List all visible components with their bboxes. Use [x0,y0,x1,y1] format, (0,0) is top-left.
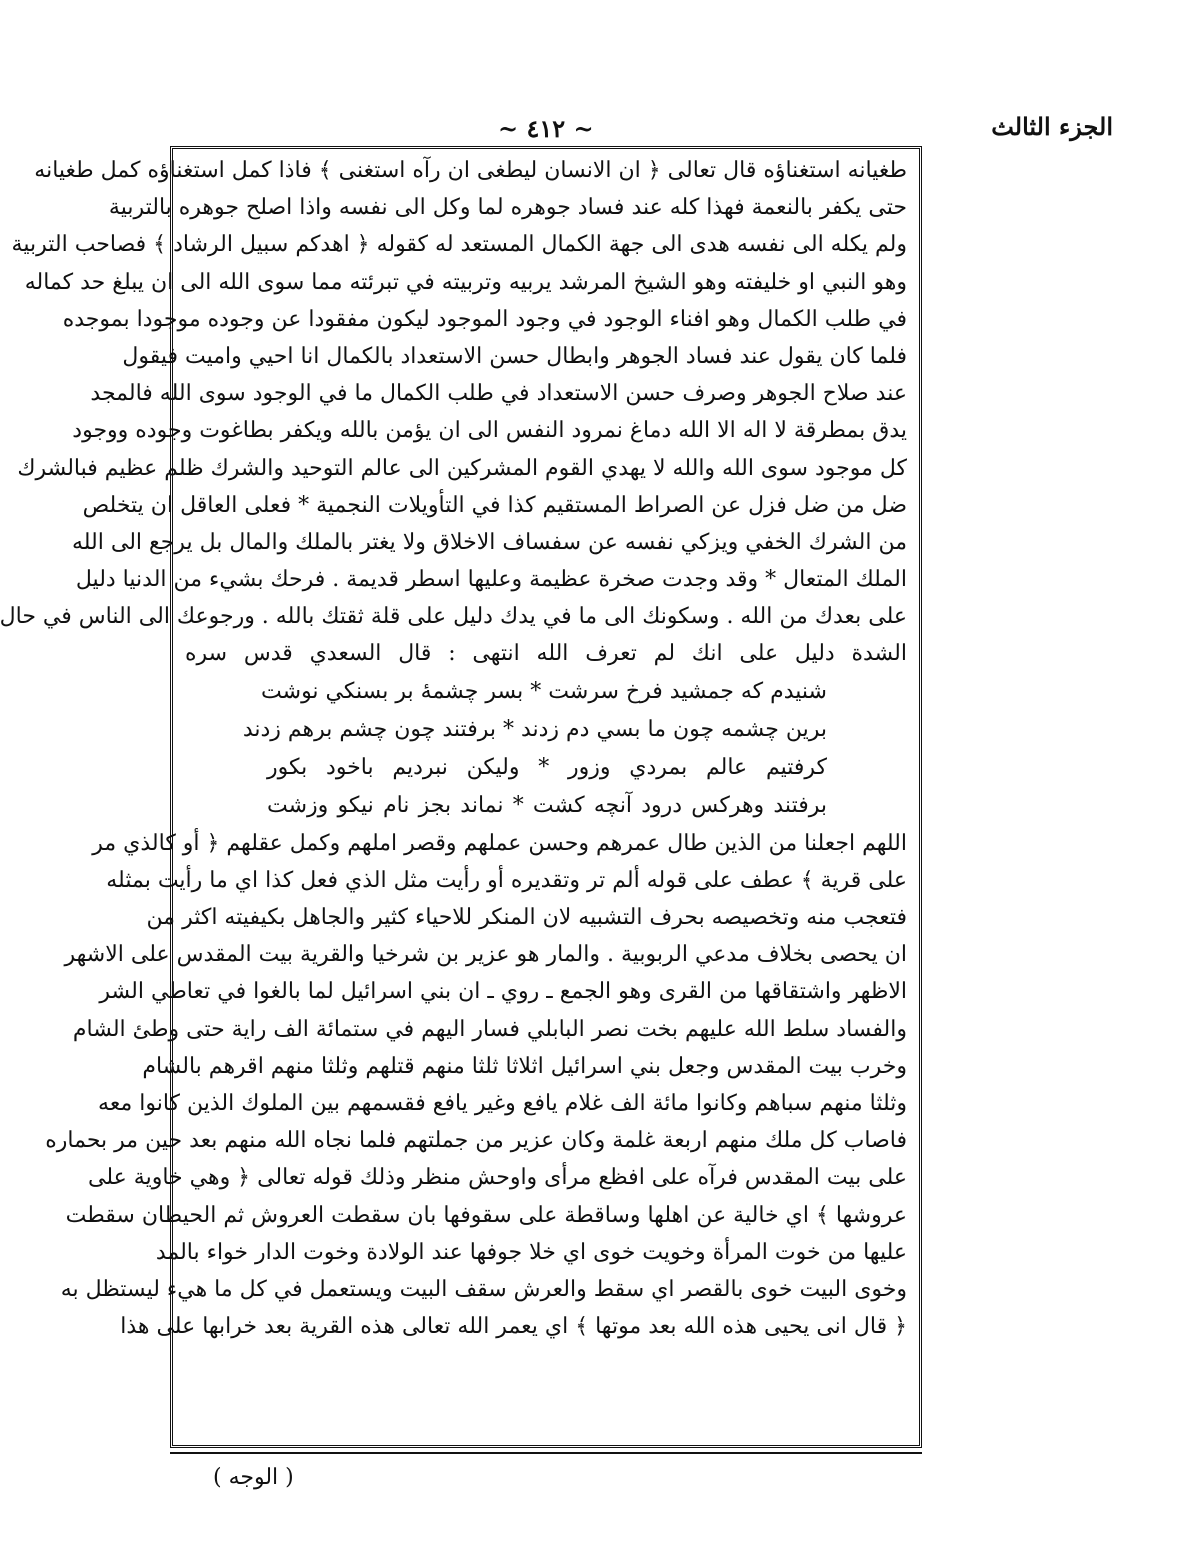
text-line: عند صلاح الجوهر وصرف حسن الاستعداد في طلب الكمال ما في الوجود سوى الله فالمجد [90,381,907,407]
text-line: ان يحصى بخلاف مدعي الربوبية . والمار هو عزير بن شرخيا والقرية بيت المقدس على الاشهر [64,942,907,968]
text-line: وخوى البيت خوى بالقصر اي سقط والعرش سقف البيت ويستعمل في كل ما هيء ليستظل به [60,1276,907,1302]
text-line: وخرب بيت المقدس وجعل بني اسرائيل اثلاثا ثلثا منهم قتلهم وثلثا منهم اقرهم بالشام [142,1053,907,1079]
text-line: ضل من ضل فزل عن الصراط المستقيم كذا في التأويلات النجمية * فعلى العاقل ان يتخلص [82,492,907,518]
text-line: وثلثا منهم سباهم وكانوا مائة الف غلام يافع وغير يافع فقسمهم بين الملوك الذين كانوا معه [98,1090,907,1116]
text-line: عروشها ﴾ اي خالية عن اهلها وساقطة على سقوفها بان سقطت العروش ثم الحيطان سقطت [65,1202,907,1228]
text-line: ولم يكله الى نفسه هدى الى جهة الكمال المستعد له كقوله ﴿ اهدكم سبيل الرشاد ﴾ فصاحب التربية [11,232,907,258]
page-number: ~ ٤١٢ ~ [498,114,594,143]
text-line: والفساد سلط الله عليهم بخت نصر البابلي فسار اليهم في ستمائة الف راية حتى وطئ الشام [72,1016,907,1042]
frame-bottom-rule [170,1452,922,1454]
text-line: الملك المتعال * وقد وجدت صخرة عظيمة وعليها اسطر قديمة . فرحك بشيء من الدنيا دليل [75,567,907,593]
text-line: على بعدك من الله . وسكونك الى ما في يدك دليل على قلة ثقتك بالله . ورجوعك الى الناس في حال [0,604,907,630]
text-line: طغيانه استغناؤه قال تعالى ﴿ ان الانسان ليطغى ان رآه استغنى ﴾ فاذا كمل استغناؤه كمل طغيانه [34,158,907,183]
poem-line: برين چشمه چون ما بسي دم زدند * برفتند چون چشم برهم زدند [242,716,827,742]
catchword: ( الوجه ) [213,1465,294,1490]
text-line: يدق بمطرقة لا اله الا الله دماغ نمرود النفس الى ان يؤمن بالله ويكفر بطاغوت وجوده ووجود [72,418,907,444]
text-line: الاظهر واشتقاقها من القرى وهو الجمع ـ روي ـ ان بني اسرائيل لما بالغوا في تعاطي الشر [99,979,907,1005]
text-line: عليها من خوت المرأة وخويت خوى اي خلا جوفها عند الولادة وخوت الدار خواء بالمد [155,1239,907,1265]
volume-title: الجزء الثالث [991,112,1113,141]
text-line: على قرية ﴾ عطف على قوله ألم تر وتقديره أو رأيت مثل الذي فعل كذا اي ما رأيت بمثله [106,867,907,893]
text-line: من الشرك الخفي ويزكي نفسه عن سفساف الاخلاق ولا يغتر بالملك والمال بل يرجع الى الله [71,529,907,555]
text-line: ﴿ قال انى يحيى هذه الله بعد موتها ﴾ اي يعمر الله تعالى هذه القرية بعد خرابها على هذا [120,1314,907,1340]
poem-line: كرفتيم عالم بمردي وزور * وليكن نبرديم باخود بكور [267,754,827,780]
text-line: الشدة دليل على انك لم تعرف الله انتهى : قال السعدي قدس سره [185,641,907,667]
text-line: على بيت المقدس فرآه على افظع مرأى واوحش منظر وذلك قوله تعالى ﴿ وهي خاوية على [88,1165,907,1191]
text-line: كل موجود سوى الله والله لا يهدي القوم المشركين الى عالم التوحيد والشرك ظلم عظيم فبالشرك [17,455,907,481]
main-text [0,152,907,1345]
text-line: في طلب الكمال وهو افناء الوجود في وجود الموجود ليكون مفقودا عن وجوده موجودا بموجده [62,306,907,332]
poem-line: شنيدم كه جمشيد فرخ سرشت * بسر چشمهٔ بر بسنكي نوشت [261,678,827,704]
text-line: فاصاب كل ملك منهم اربعة غلمة وكان عزير من جملتهم فلما نجاه الله منهم بعد حين مر بحماره [45,1128,907,1154]
text-line: حتى يكفر بالنعمة فهذا كله عند فساد جوهره لما وكل الى نفسه واذا اصلح جوهره بالتربية [108,195,907,221]
text-line: وهو النبي او خليفته وهو الشيخ المرشد يربيه وتربيته في تبرئته مما سوى الله الى ان يبلغ حد كماله [24,269,907,295]
poem-block [242,673,827,825]
text-line: اللهم اجعلنا من الذين طال عمرهم وحسن عملهم وقصر املهم وكمل عقلهم ﴿ أو كالذي مر [92,830,907,856]
text-line: فتعجب منه وتخصيصه بحرف التشبيه لان المنكر للاحياء كثير والجاهل بكيفيته اكثر من [146,905,907,930]
text-line: فلما كان يقول عند فساد الجوهر وابطال حسن الاستعداد بالكمال انا احيي واميت فيقول [122,343,907,369]
poem-line: برفتند وهركس درود آنچه كشت * نماند بجز نام نيكو وزشت [267,792,827,818]
